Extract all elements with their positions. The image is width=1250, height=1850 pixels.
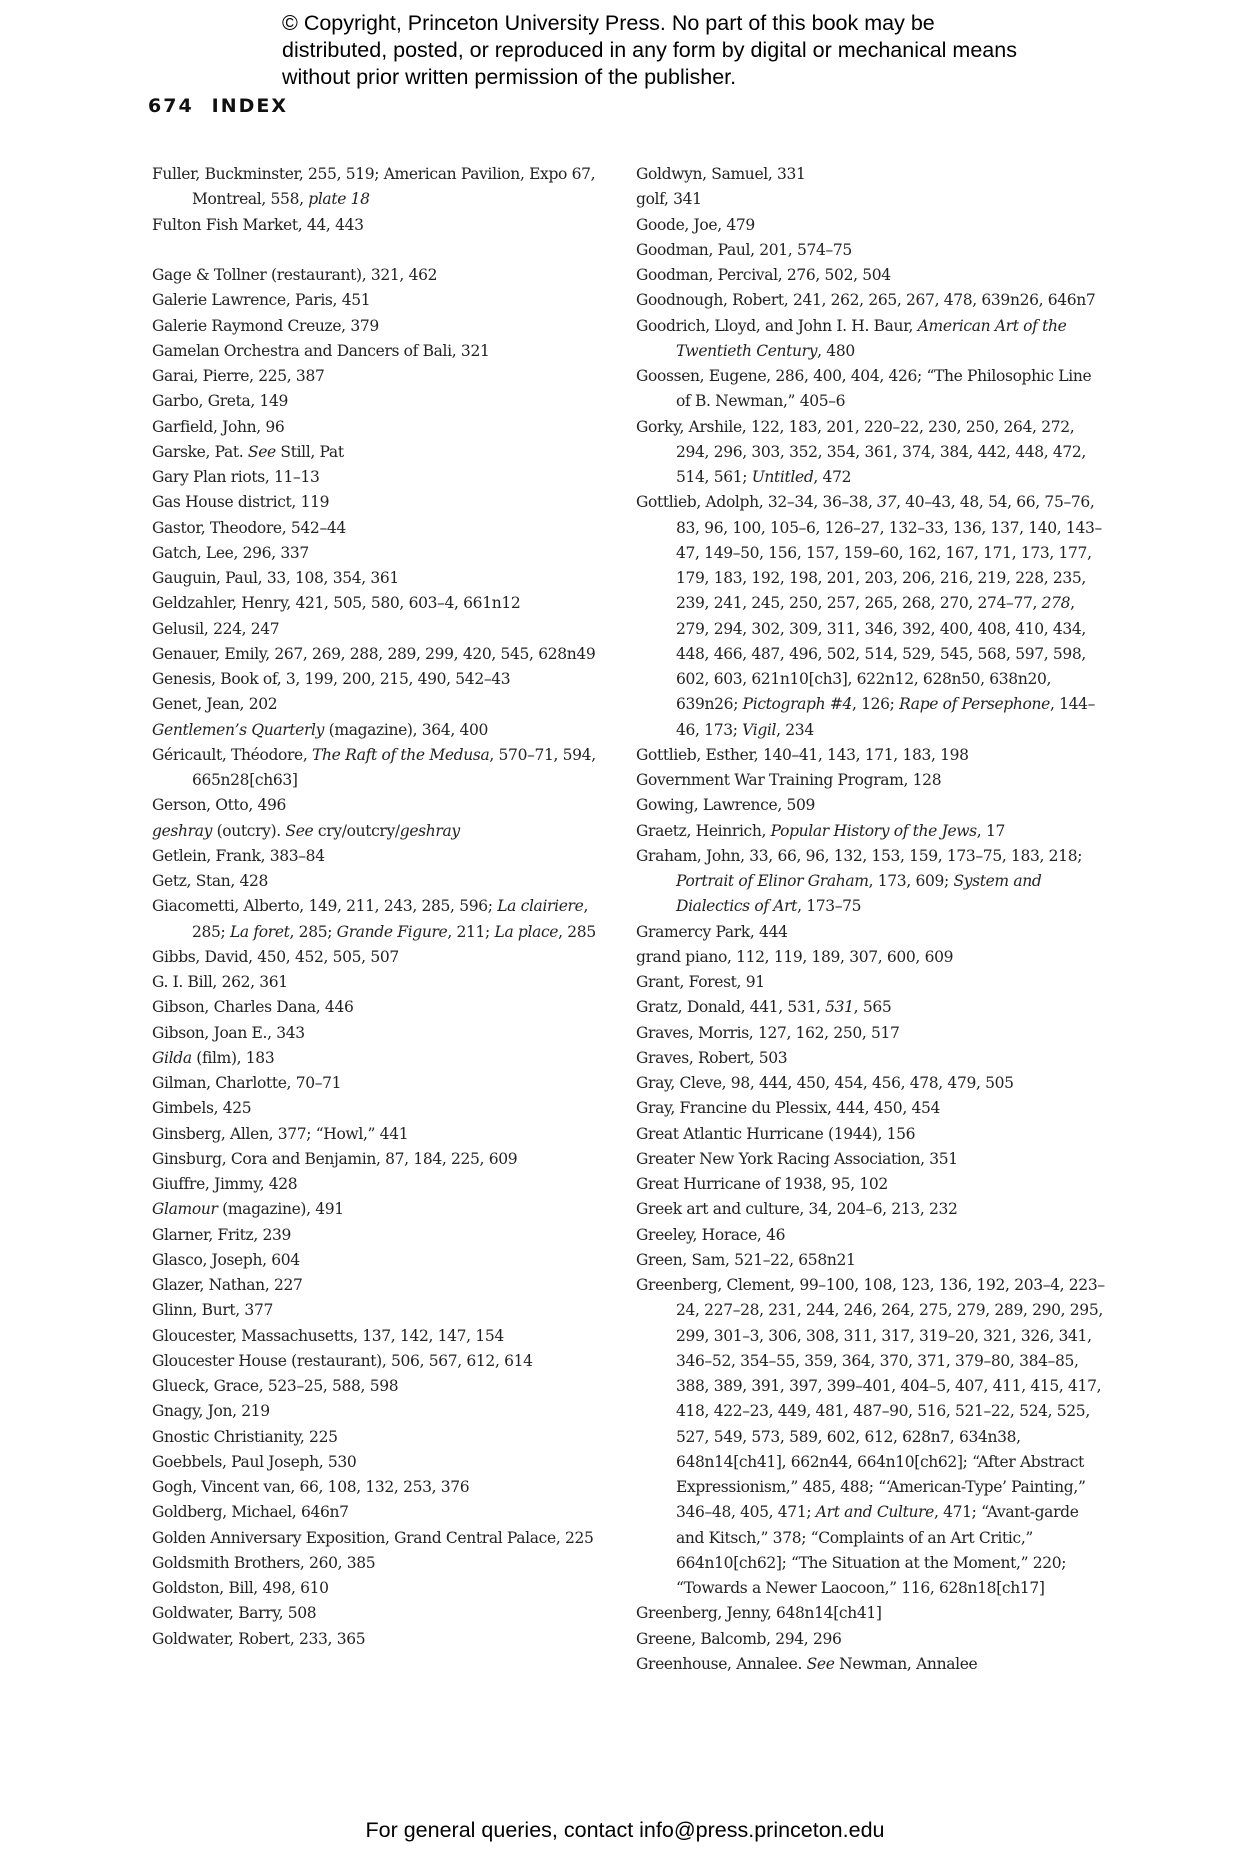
index-entry: Glarner, Fritz, 239 [152, 1225, 292, 1244]
index-entry: Gibson, Charles Dana, 446 [152, 998, 354, 1017]
index-entry: Goodman, Percival, 276, 502, 504 [636, 266, 891, 284]
index-entry: Gerson, Otto, 496 [152, 796, 287, 815]
index-entry: Golden Anniversary Exposition, Grand Central Palace, 225 [152, 1528, 594, 1547]
footer-contact: For general queries, contact info@press.princeton.edu [365, 1818, 885, 1842]
index-entry: Garai, Pierre, 225, 387 [152, 367, 325, 385]
index-entry: Graham, John, 33, 66, 96, 132, 153, 159, 173–75, 183, 218; Portrait of Elinor Graham, 173, 609; System and Dialectics of Art, 173–75 [636, 846, 1083, 916]
index-entry: Glasco, Joseph, 604 [152, 1250, 300, 1269]
index-entry: Fuller, Buckminster, 255, 519; American Pavilion, Expo 67, Montreal, 558, plate 18 [152, 165, 596, 209]
index-entry: Garbo, Greta, 149 [152, 392, 289, 411]
index-entry: Gatch, Lee, 296, 337 [152, 543, 309, 562]
index-entry: Genesis, Book of, 3, 199, 200, 215, 490, 542–43 [152, 670, 511, 688]
section-title: INDEX [211, 95, 289, 117]
index-entry: Gnagy, Jon, 219 [152, 1402, 270, 1421]
index-entry: Giacometti, Alberto, 149, 211, 243, 285, 596; La clairiere, 285; La foret, 285; Grande Figure, 211; La place, 285 [152, 897, 596, 941]
index-entry: golf, 341 [636, 190, 702, 209]
index-entry: Gramercy Park, 444 [636, 922, 788, 941]
index-entry: Goode, Joe, 479 [636, 215, 755, 234]
index-entry: Graetz, Heinrich, Popular History of the Jews, 17 [636, 821, 1005, 840]
index-entry: Gilman, Charlotte, 70–71 [152, 1074, 342, 1092]
index-entry: Getlein, Frank, 383–84 [152, 846, 325, 865]
index-entry: Goldwater, Robert, 233, 365 [152, 1629, 366, 1648]
index-entry: Greeley, Horace, 46 [636, 1225, 786, 1244]
index-entry: Gray, Cleve, 98, 444, 450, 454, 456, 478, 479, 505 [636, 1074, 1014, 1092]
index-entry: Goldsmith Brothers, 260, 385 [152, 1553, 376, 1572]
index-entry: Galerie Raymond Creuze, 379 [152, 316, 379, 335]
index-entry: Glamour (magazine), 491 [152, 1200, 344, 1219]
index-entry: Gimbels, 425 [152, 1099, 252, 1118]
index-entry: Gloucester, Massachusetts, 137, 142, 147, 154 [152, 1326, 504, 1345]
index-entry: Gentlemen’s Quarterly (magazine), 364, 400 [152, 720, 489, 739]
index-entry: Goebbels, Paul Joseph, 530 [152, 1452, 357, 1471]
index-entry: Gelusil, 224, 247 [152, 619, 280, 638]
index-entry: Ginsburg, Cora and Benjamin, 87, 184, 225, 609 [152, 1149, 518, 1168]
index-entry: Graves, Robert, 503 [636, 1048, 788, 1067]
index-entry: Greenberg, Clement, 99–100, 108, 123, 136, 192, 203–4, 223–24, 227–28, 231, 244, 246, 264, 275, 279, 289, 290, 295, 299, 301–3, 306, 308, 311, 317, 319–20, 321, 326, 341, 346–52, 354–55, 359, 364, 370, 371, 379–80, 384–85, 388, 389, 391, 397, 399–401, 404–5, 407, 411, 415, 417, 418, 422–23, 449, 481, 487–90, 516, 521–22, 524, 525, 527, 549, 573, 589, 602, 612, 628n7, 634n38, 648n14[ch41], 662n44, 664n10[ch62]; “After Abstract Expressionism,” 485, 488; “‘American-Type’ Painting,” 346–48, 405, 471; Art and Culture, 471; “Avant-garde and Kitsch,” 378; “Complaints of an Art Critic,” 664n10[ch62]; “The Situation at the Moment,” 220; “Towards a Newer Laocoon,” 116, 628n18[ch17] [636, 1276, 1105, 1597]
index-entry: Gauguin, Paul, 33, 108, 354, 361 [152, 569, 399, 587]
index-entry: Goldston, Bill, 498, 610 [152, 1579, 329, 1597]
index-entry: Goodrich, Lloyd, and John I. H. Baur, American Art of the Twentieth Century, 480 [636, 316, 1067, 360]
index-entry: Gogh, Vincent van, 66, 108, 132, 253, 376 [152, 1478, 470, 1496]
index-entry: Gamelan Orchestra and Dancers of Bali, 321 [152, 341, 490, 360]
index-entry: Ginsberg, Allen, 377; “Howl,” 441 [152, 1124, 409, 1143]
index-entry: Gibson, Joan E., 343 [152, 1023, 305, 1042]
index-entry: Glueck, Grace, 523–25, 588, 598 [152, 1377, 399, 1395]
index-entry: Goldwater, Barry, 508 [152, 1604, 317, 1623]
index-entry: Goossen, Eugene, 286, 400, 404, 426; “The Philosophic Line of B. Newman,” 405–6 [636, 367, 1092, 411]
index-entry: Galerie Lawrence, Paris, 451 [152, 291, 371, 310]
index-entry: Gilda (film), 183 [152, 1048, 275, 1067]
index-entry: grand piano, 112, 119, 189, 307, 600, 609 [636, 947, 954, 966]
running-head [148, 95, 306, 117]
index-entry: Géricault, Théodore, The Raft of the Medusa, 570–71, 594, 665n28[ch63] [152, 745, 596, 789]
index-entry: Genet, Jean, 202 [152, 695, 278, 714]
index-entry: Greenhouse, Annalee. See Newman, Annalee [636, 1654, 978, 1673]
copyright-notice: © Copyright, Princeton University Press. No part of this book may be distributed, posted, or reproduced in any form by digital or mechanical means without prior written permission of the publisher. [282, 11, 1017, 89]
index-entry: Greene, Balcomb, 294, 296 [636, 1629, 842, 1648]
index-entry [152, 238, 612, 263]
index-entry: Gray, Francine du Plessix, 444, 450, 454 [636, 1099, 941, 1118]
index-entry: Fulton Fish Market, 44, 443 [152, 215, 364, 234]
index-entry: Garfield, John, 96 [152, 417, 285, 436]
index-entry: Gorky, Arshile, 122, 183, 201, 220–22, 230, 250, 264, 272, 294, 296, 303, 352, 354, 361, 374, 384, 442, 448, 472, 514, 561; Untitled, 472 [636, 417, 1086, 486]
index-entry: Goodnough, Robert, 241, 262, 265, 267, 478, 639n26, 646n7 [636, 291, 1096, 310]
index-entry: Giuffre, Jimmy, 428 [152, 1175, 298, 1193]
index-entry: Gowing, Lawrence, 509 [636, 796, 816, 815]
index-entry: Government War Training Program, 128 [636, 771, 942, 789]
index-entry: Greenberg, Jenny, 648n14[ch41] [636, 1604, 882, 1623]
index-entry: Genauer, Emily, 267, 269, 288, 289, 299, 420, 545, 628n49 [152, 644, 596, 663]
index-entry: Green, Sam, 521–22, 658n21 [636, 1250, 856, 1269]
index-entry: Gottlieb, Esther, 140–41, 143, 171, 183, 198 [636, 745, 969, 764]
index-entry: Gibbs, David, 450, 452, 505, 507 [152, 947, 399, 966]
page-number: 674 [148, 95, 194, 117]
index-entry: Graves, Morris, 127, 162, 250, 517 [636, 1023, 900, 1042]
index-column-left [152, 162, 612, 1652]
index-entry: Gary Plan riots, 11–13 [152, 468, 320, 486]
index-entry: Glazer, Nathan, 227 [152, 1276, 303, 1294]
index-entry: Gloucester House (restaurant), 506, 567, 612, 614 [152, 1351, 533, 1370]
index-column-right [636, 162, 1106, 1677]
index-entry: Great Hurricane of 1938, 95, 102 [636, 1175, 888, 1193]
index-entry: Gratz, Donald, 441, 531, 531, 565 [636, 998, 892, 1017]
index-entry: Geldzahler, Henry, 421, 505, 580, 603–4, 661n12 [152, 594, 521, 613]
index-entry: Gnostic Christianity, 225 [152, 1427, 338, 1446]
index-entry: Goodman, Paul, 201, 574–75 [636, 240, 852, 259]
index-entry: Getz, Stan, 428 [152, 872, 269, 890]
index-entry: geshray (outcry). See cry/outcry/geshray [152, 821, 460, 840]
index-entry: Garske, Pat. See Still, Pat [152, 442, 344, 461]
index-entry: Goldwyn, Samuel, 331 [636, 165, 806, 183]
index-entry: G. I. Bill, 262, 361 [152, 973, 288, 991]
index-entry: Grant, Forest, 91 [636, 973, 765, 991]
index-entry: Glinn, Burt, 377 [152, 1301, 273, 1320]
index-entry: Gastor, Theodore, 542–44 [152, 518, 346, 537]
index-entry: Greater New York Racing Association, 351 [636, 1149, 958, 1168]
index-entry: Goldberg, Michael, 646n7 [152, 1503, 349, 1522]
index-entry: Greek art and culture, 34, 204–6, 213, 232 [636, 1200, 958, 1219]
index-entry: Gottlieb, Adolph, 32–34, 36–38, 37, 40–43, 48, 54, 66, 75–76, 83, 96, 100, 105–6, 126–27, 132–33, 136, 137, 140, 143–47, 149–50, 156, 157, 159–60, 162, 167, 171, 173, 177, 179, 183, 192, 198, 201, 203, 206, 216, 219, 228, 235, 239, 241, 245, 250, 257, 265, 268, 270, 274–77, 278, 279, 294, 302, 309, 311, 346, 392, 400, 408, 410, 434, 448, 466, 487, 496, 502, 514, 529, 545, 568, 597, 598, 602, 603, 621n10[ch3], 622n12, 628n50, 638n20, 639n26; Pictograph #4, 126; Rape of Persephone, 144–46, 173; Vigil, 234 [636, 493, 1102, 739]
index-entry: Great Atlantic Hurricane (1944), 156 [636, 1124, 916, 1143]
index-entry: Gage & Tollner (restaurant), 321, 462 [152, 266, 438, 284]
index-entry: Gas House district, 119 [152, 493, 330, 512]
